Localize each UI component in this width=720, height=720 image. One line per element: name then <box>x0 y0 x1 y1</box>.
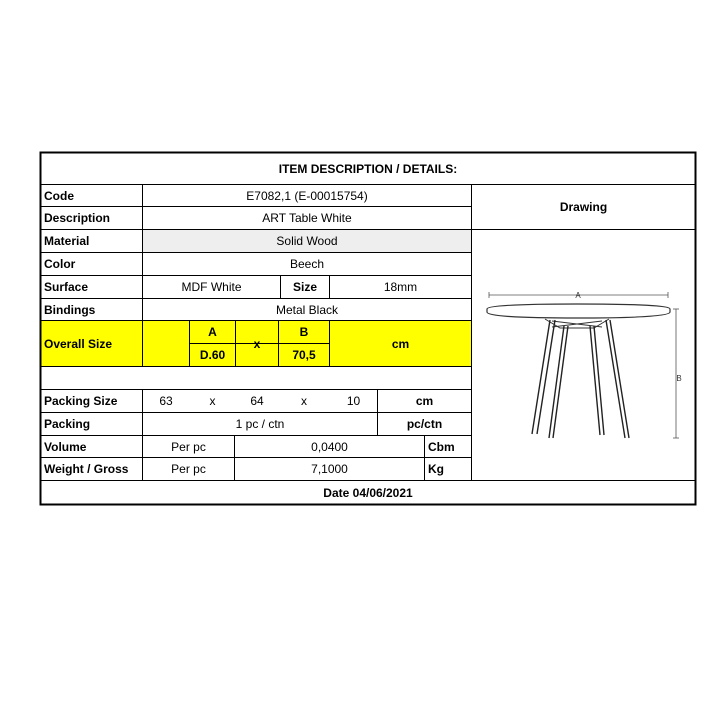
dimension-b-label: B <box>676 374 682 383</box>
volume-unit: Cbm <box>428 439 455 454</box>
overall-size-b-label: B <box>299 325 309 339</box>
packing-size-value-3: 10 <box>346 394 361 408</box>
color-label: Color <box>44 257 76 271</box>
color-value: Beech <box>289 257 325 271</box>
overall-size-b-value: 70,5 <box>292 348 316 362</box>
size-value: 18mm <box>383 280 418 294</box>
packing-size-value-1: 63 <box>159 394 173 408</box>
packing-label: Packing <box>44 417 91 431</box>
table-drawing <box>472 230 696 480</box>
description-value: ART Table White <box>262 211 352 225</box>
packing-size-x-2: x <box>301 394 307 408</box>
surface-label: Surface <box>44 280 89 294</box>
page-title: ITEM DESCRIPTION / DETAILS: <box>278 161 458 176</box>
packing-size-x-1: x <box>209 394 216 408</box>
weight-label: Weight / Gross <box>44 462 129 476</box>
packing-size-label: Packing Size <box>44 394 118 408</box>
packing-value: 1 pc / ctn <box>235 417 285 431</box>
packing-size-value-2: 64 <box>250 394 264 408</box>
weight-value: 7,1000 <box>311 462 348 476</box>
volume-value: 0,0400 <box>311 439 348 454</box>
code-label: Code <box>44 188 74 203</box>
overall-size-unit: cm <box>391 336 410 351</box>
material-value: Solid Wood <box>276 234 338 248</box>
overall-size-x: x <box>253 336 261 351</box>
bindings-value: Metal Black <box>275 302 339 317</box>
weight-per: Per pc <box>171 462 206 476</box>
volume-label: Volume <box>44 439 87 454</box>
surface-value: MDF White <box>181 280 242 294</box>
drawing-title: Drawing <box>559 200 608 214</box>
overall-size-a-label: A <box>208 325 217 339</box>
dimension-a-label: A <box>575 291 581 300</box>
overall-size-a-value: D.60 <box>199 348 226 362</box>
footer-date: Date 04/06/2021 <box>323 485 413 500</box>
bindings-label: Bindings <box>44 302 96 317</box>
code-value: E7082,1 (E-00015754) <box>246 188 368 203</box>
overall-size-label: Overall Size <box>44 336 113 351</box>
packing-unit: pc/ctn <box>406 417 443 431</box>
weight-unit: Kg <box>428 462 444 476</box>
description-label: Description <box>44 211 111 225</box>
size-label: Size <box>292 280 317 294</box>
packing-size-unit: cm <box>415 394 434 408</box>
volume-per: Per pc <box>171 439 206 454</box>
material-label: Material <box>44 234 90 248</box>
